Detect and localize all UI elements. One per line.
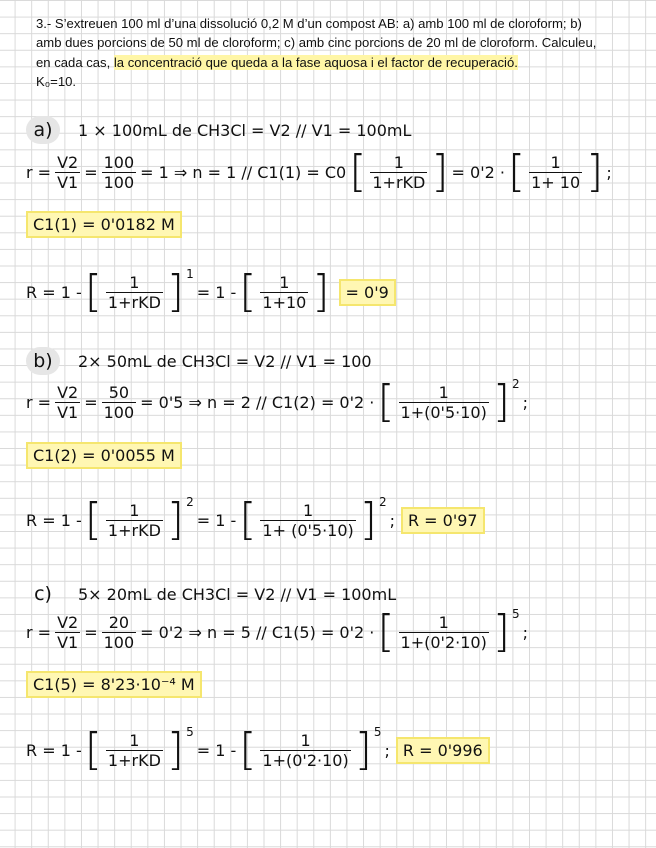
part-c-setup bbox=[26, 580, 396, 608]
part-b-recovery-line bbox=[26, 494, 485, 545]
bracket-expression: [ $\frac{1}{\text{1+rKD}}$ ] bbox=[349, 146, 449, 197]
frac-num: 1 bbox=[438, 382, 449, 402]
frac-den: 1+(0'2·10) bbox=[400, 632, 487, 652]
frac-den: V1 bbox=[57, 172, 79, 192]
r-result-text: = 0'5 ⇒ n = 2 // C1(2) = 0'2 · bbox=[140, 392, 375, 412]
exponent: 1 bbox=[186, 267, 194, 281]
frac-den: 1+ 10 bbox=[531, 172, 581, 192]
r-fraction bbox=[55, 153, 80, 192]
frac-num: 1 bbox=[393, 152, 404, 172]
part-b-ratio-line: r = $\frac{V2}{V1}$ = $\frac{50}{100}$ = 0'5 ⇒ n = 2 // C1(2) = 0'2 · [ $\frac{1}{1+(0'5\cdot 10)}$ ] 2 ; bbox=[26, 376, 529, 427]
problem-line-2: amb dues porcions de 50 ml de cloroform; c) amb cinc porcions de 20 ml de cloroform. Calculeu, bbox=[36, 35, 597, 51]
part-a-recovery-result: = 0'9 bbox=[339, 279, 396, 306]
equals-text: = 1 - bbox=[196, 282, 237, 302]
r-value-fraction bbox=[102, 153, 137, 192]
exponent: 5 bbox=[186, 725, 194, 739]
frac-den: 100 bbox=[103, 402, 135, 422]
part-c-marker: c) bbox=[34, 583, 52, 605]
frac-den: 1+(0'2·10) bbox=[262, 750, 349, 770]
r-value-fraction bbox=[102, 613, 137, 652]
r-result-text: = 1 ⇒ n = 1 // C1(1) = C0 bbox=[140, 162, 347, 182]
frac-num: 1 bbox=[129, 500, 140, 520]
bracket-expression: [ $\frac{1}{1+10}$ ] bbox=[239, 266, 330, 317]
frac-den: V1 bbox=[57, 632, 79, 652]
frac-den: 1+ (0'5·10) bbox=[262, 520, 354, 540]
part-a-marker: a) bbox=[26, 116, 60, 144]
frac-num: 1 bbox=[300, 730, 311, 750]
problem-line-4: K₀=10. bbox=[36, 74, 77, 90]
frac-den: V1 bbox=[57, 402, 79, 422]
frac-num: 100 bbox=[103, 152, 135, 172]
problem-line-3-start: en cada cas, bbox=[36, 54, 114, 70]
highlighted-question: la concentració que queda a la fase aquosa i el factor de recuperació. bbox=[113, 54, 518, 70]
frac-den: 1+(0'5·10) bbox=[400, 402, 487, 422]
problem-line-1: 3.- S’extreuen 100 ml d’una dissolució 0,2 M d’un compost AB: a) amb 100 ml de cloroform; b) bbox=[36, 16, 582, 31]
part-a-setup bbox=[26, 116, 411, 144]
bracket-expression: [ $\frac{1}{1+(0'2\cdot 10)}$ ] 5 bbox=[377, 606, 520, 657]
tail-mark: ; bbox=[606, 162, 612, 182]
part-c-recovery-result: R = 0'996 bbox=[396, 737, 490, 764]
part-c-concentration-result: C1(5) = 8'23·10⁻⁴ M bbox=[26, 671, 202, 698]
bracket-expression: [ $\frac{1}{\text{1+rKD}}$ ] 1 bbox=[84, 266, 194, 317]
frac-num: V2 bbox=[57, 152, 79, 172]
tail-mark: ; bbox=[522, 622, 529, 642]
equals-text: = 1 - bbox=[196, 510, 237, 530]
bracket-expression: [ $\frac{1}{\text{1+rKD}}$ ] 2 bbox=[84, 494, 194, 545]
part-c-recovery-line bbox=[26, 724, 490, 775]
frac-den: 100 bbox=[103, 632, 135, 652]
part-b-setup bbox=[26, 347, 372, 375]
frac-den: 100 bbox=[103, 172, 135, 192]
r-fraction bbox=[55, 613, 80, 652]
tail-mark: ; bbox=[384, 740, 390, 760]
frac-den: 1+rKD bbox=[107, 520, 161, 540]
bracket-expression: [ $\frac{1}{1+(0'2\cdot 10)}$ ] 5 bbox=[239, 724, 382, 775]
r-fraction bbox=[55, 383, 80, 422]
part-b-recovery-result: R = 0'97 bbox=[401, 507, 485, 534]
problem-line-3 bbox=[36, 53, 626, 72]
exponent: 5 bbox=[511, 607, 520, 621]
frac-num: V2 bbox=[57, 382, 79, 402]
exponent: 2 bbox=[378, 495, 387, 509]
part-b-concentration-result: C1(2) = 0'0055 M bbox=[26, 442, 182, 469]
frac-den: 1+rKD bbox=[107, 750, 161, 770]
exponent: 5 bbox=[373, 725, 382, 739]
frac-num: 1 bbox=[129, 272, 140, 292]
exponent: 2 bbox=[511, 377, 520, 391]
frac-num: 1 bbox=[279, 272, 290, 292]
equals-text: = 0'2 · bbox=[451, 162, 505, 182]
frac-den: 1+rKD bbox=[107, 292, 161, 312]
frac-num: 1 bbox=[129, 730, 140, 750]
part-a-ratio-line: r = $\frac{V2}{V1}$ = $\frac{100}{100}$ = 1 ⇒ n = 1 // C1(1) = C0 [ $\frac{1}{\text{1+rKD}}$ ] = 0'2 · [ $\frac{1}{1+ 10}$ ] ; bbox=[26, 146, 612, 197]
R-label: R = 1 - bbox=[26, 740, 82, 760]
frac-num: 1 bbox=[550, 152, 561, 172]
bracket-expression: [ $\frac{1}{1+ (0'5\cdot 10)}$ ] 2 bbox=[239, 494, 387, 545]
R-label: R = 1 - bbox=[26, 510, 82, 530]
frac-num: 1 bbox=[438, 612, 449, 632]
r-label: r = bbox=[26, 622, 52, 642]
equals-text: = 1 - bbox=[196, 740, 237, 760]
frac-num: 50 bbox=[108, 382, 130, 402]
r-value-fraction bbox=[102, 383, 137, 422]
bracket-expression: [ $\frac{1}{\text{1+rKD}}$ ] 5 bbox=[84, 724, 194, 775]
frac-num: V2 bbox=[57, 612, 79, 632]
exponent: 2 bbox=[186, 495, 194, 509]
part-c-setup-text: 5× 20mL de CH3Cl = V2 // V1 = 100mL bbox=[78, 584, 397, 604]
problem-statement bbox=[36, 14, 626, 92]
part-a-concentration-result: C1(1) = 0'0182 M bbox=[26, 211, 182, 238]
part-b-setup-text: 2× 50mL de CH3Cl = V2 // V1 = 100 bbox=[78, 351, 372, 371]
part-a-recovery-line bbox=[26, 266, 396, 317]
part-c-ratio-line: r = $\frac{V2}{V1}$ = $\frac{20}{100}$ = 0'2 ⇒ n = 5 // C1(5) = 0'2 · [ $\frac{1}{1+(0'2\cdot 10)}$ ] 5 ; bbox=[26, 606, 529, 657]
bracket-expression: [ $\frac{1}{1+(0'5\cdot 10)}$ ] 2 bbox=[377, 376, 520, 427]
frac-den: 1+10 bbox=[262, 292, 307, 312]
bracket-expression: [ $\frac{1}{1+ 10}$ ] bbox=[507, 146, 604, 197]
frac-num: 20 bbox=[108, 612, 130, 632]
r-result-text: = 0'2 ⇒ n = 5 // C1(5) = 0'2 · bbox=[140, 622, 375, 642]
tail-mark: ; bbox=[389, 510, 395, 530]
R-label: R = 1 - bbox=[26, 282, 82, 302]
frac-num: 1 bbox=[302, 500, 314, 520]
frac-den: 1+rKD bbox=[372, 172, 426, 192]
part-a-setup-text: 1 × 100mL de CH3Cl = V2 // V1 = 100mL bbox=[78, 120, 412, 140]
r-label: r = bbox=[26, 162, 52, 182]
tail-mark: ; bbox=[522, 392, 529, 412]
r-label: r = bbox=[26, 392, 52, 412]
part-b-marker: b) bbox=[26, 347, 60, 375]
